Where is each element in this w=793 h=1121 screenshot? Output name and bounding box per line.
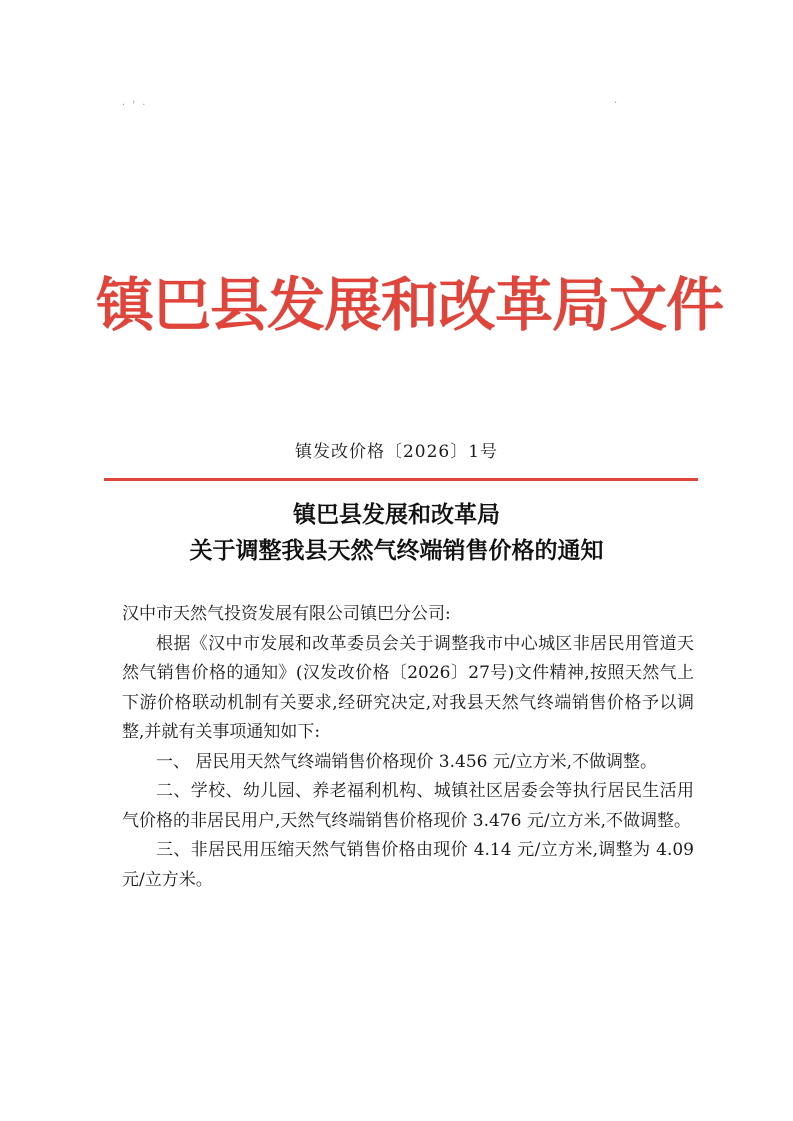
document-body	[122, 600, 694, 895]
agency-header-title: 镇巴县发展和改革局文件	[96, 271, 724, 339]
intro-paragraph: 根据《汉中市发展和改革委员会关于调整我市中心城区非居民用管道天然气销售价格的通知》(汉发改价格〔2026〕27号)文件精神,按照天然气上下游价格联动机制有关要求,经研究决定,对我县天然气终端销售价格予以调整,并就有关事项通知如下:	[122, 633, 694, 742]
red-divider	[104, 478, 698, 481]
item-1-paragraph: 一、 居民用天然气终端销售价格现价 3.456 元/立方米,不做调整。	[156, 751, 658, 772]
scan-mark: · ' ·	[122, 100, 148, 111]
notice-title-line1: 镇巴县发展和改革局	[293, 502, 500, 528]
document-number: 镇发改价格〔2026〕1号	[294, 442, 499, 462]
notice-title-line2: 关于调整我县天然气终端销售价格的通知	[189, 538, 604, 564]
salutation: 汉中市天然气投资发展有限公司镇巴分公司:	[122, 604, 451, 624]
item-2-paragraph: 二、学校、幼儿园、养老福利机构、城镇社区居委会等执行居民生活用气价格的非居民用户,天然气终端销售价格现价 3.476 元/立方米,不做调整。	[122, 781, 694, 831]
scan-mark: ·	[614, 98, 620, 109]
item-3-paragraph: 三、非居民用压缩天然气销售价格由现价 4.14 元/立方米,调整为 4.09 元/立方米。	[122, 840, 694, 890]
